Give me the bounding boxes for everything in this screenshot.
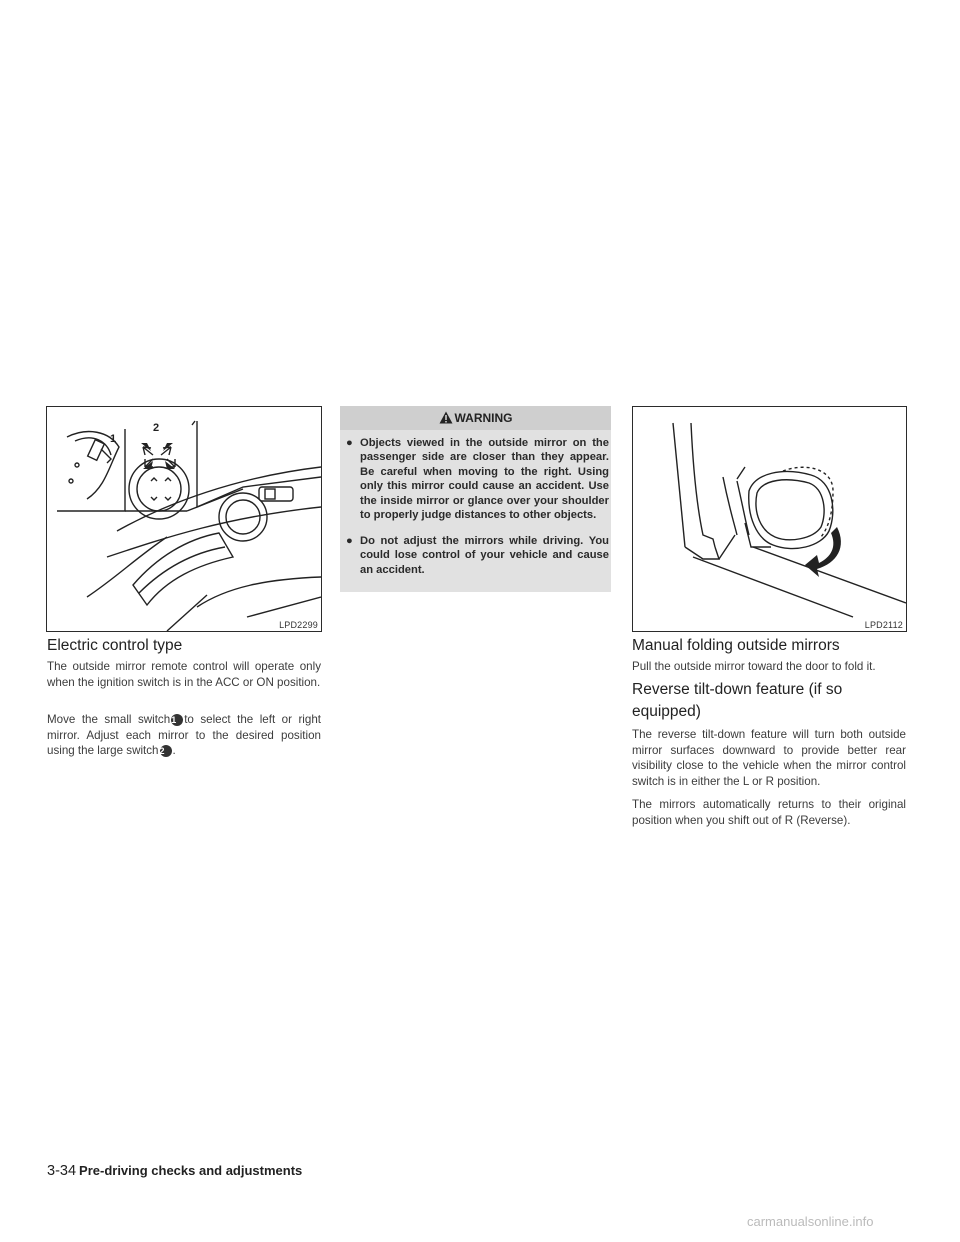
figure-folding-mirror [632, 406, 907, 632]
figure-code: LPD2299 [279, 620, 318, 630]
circled-number-1: 1 [171, 714, 183, 726]
section-title: Pre-driving checks and adjustments [79, 1163, 303, 1178]
callout-1-label: 1 [110, 433, 117, 445]
paragraph-switches [47, 712, 321, 759]
folding-mirror-illustration [633, 407, 906, 631]
paragraph-switches-text-b: to select the left or right mirror. Adjust each mirror to the desired position using the large switch [47, 713, 321, 758]
warning-item [346, 436, 608, 526]
warning-item-text: Do not adjust the mirrors while driving. You could lose control of your vehicle and cause an accident. [360, 535, 609, 576]
paragraph-returns: The mirrors automatically returns to their original position when you shift out of R (Reverse). [632, 798, 906, 827]
paragraph-reverse-tilt: The reverse tilt-down feature will turn both outside mirror surfaces downward to provide better rear visibility close to the vehicle when the mirror control switch is in either the L or R position. [632, 728, 906, 788]
watermark: carmanualsonline.info [747, 1214, 874, 1229]
bullet: ● [346, 535, 353, 547]
warning-title: WARNING [454, 411, 513, 425]
mirror-switch-illustration [47, 407, 321, 631]
bullet: ● [346, 437, 353, 449]
warning-item [346, 534, 608, 580]
heading-electric-control: Electric control type [47, 637, 183, 654]
paragraph-fold: Pull the outside mirror toward the door to fold it. [632, 660, 876, 673]
warning-box [340, 406, 611, 592]
page-footer [47, 1163, 302, 1179]
heading-reverse-tilt-line2: equipped) [632, 703, 701, 720]
paragraph-switches-text-c: . [172, 744, 176, 758]
callout-2-label: 2 [153, 422, 160, 434]
paragraph-switches-text-a: Move the small switch [47, 713, 171, 726]
figure-mirror-switch [46, 406, 322, 632]
figure-code: LPD2112 [864, 620, 903, 630]
paragraph-ignition: The outside mirror remote control will operate only when the ignition switch is in the ACC or ON position. [47, 660, 321, 689]
heading-reverse-tilt-line1: Reverse tilt-down feature (if so [632, 681, 843, 698]
page-number: 3-34 [47, 1163, 77, 1179]
warning-item-text: Objects viewed in the outside mirror on the passenger side are closer than they appear. Be careful when moving to the right. Using only this mirror could cause an accident. Use the inside mirror or glance over your shoulder to properly judge distances to other objects. [360, 437, 609, 522]
heading-manual-folding: Manual folding outside mirrors [632, 637, 840, 654]
circled-number-2: 2 [160, 745, 172, 757]
warning-header [340, 406, 611, 430]
warning-triangle-icon [439, 411, 453, 424]
